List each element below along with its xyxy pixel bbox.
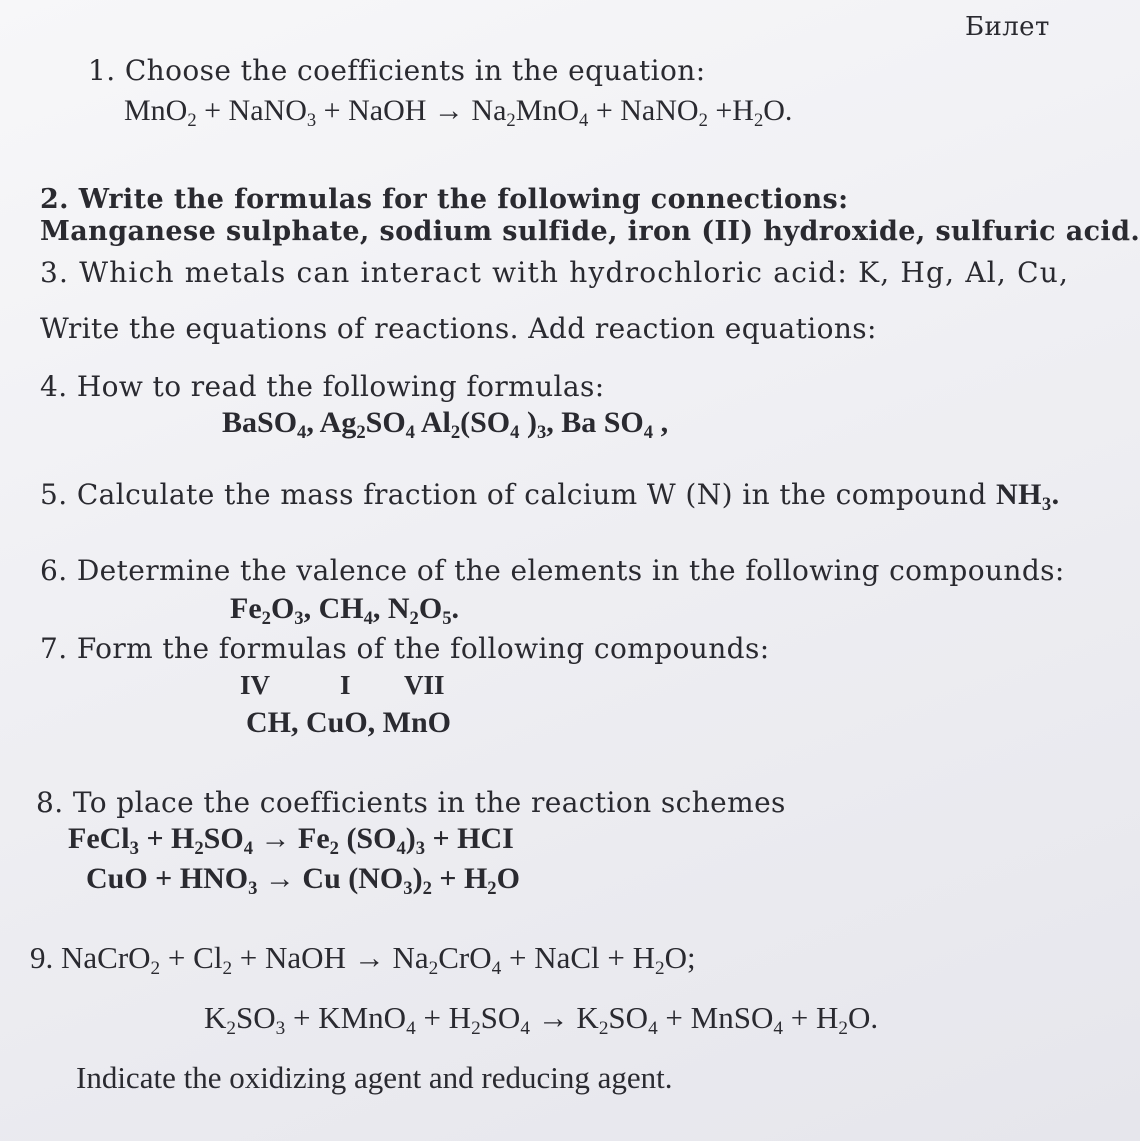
subscript: 2: [598, 1018, 609, 1040]
question-3-subtext: Write the equations of reactions. Add reaction equations:: [40, 312, 877, 345]
question-6-text: 6. Determine the valence of the elements in the following compounds:: [40, 554, 1065, 587]
subscript: 4: [243, 837, 253, 859]
question-2-text: Manganese sulphate, sodium sulfide, iron (II) hydroxide, sulfuric acid.: [40, 216, 1140, 247]
question-4-text: 4. How to read the following formulas:: [40, 370, 605, 403]
subscript: 4: [510, 421, 520, 443]
ticket-label: Билет: [965, 12, 1050, 42]
question-7-compounds: CH, CuO, MnO: [246, 706, 452, 739]
question-1-equation: MnO$_2$ + NaNO$_3$ + NaOH → $Na_2MnO_4$ + NaNO$_2$ $+H_2O$.: [124, 94, 793, 131]
question-7-text: 7. Form the formulas of the following compounds:: [40, 632, 770, 665]
subscript: 2: [698, 109, 708, 131]
subscript: 4: [520, 1018, 530, 1040]
subscript: 2: [506, 109, 516, 131]
subscript: 5: [442, 607, 452, 629]
subscript: 3: [275, 1018, 286, 1040]
subscript: 2: [222, 958, 233, 980]
subscript: 3: [536, 421, 547, 443]
subscript: 4: [363, 607, 373, 629]
subscript: 3: [306, 109, 317, 131]
subscript: 4: [405, 421, 415, 443]
question-2-title: 2. Write the formulas for the following connections:: [40, 184, 849, 215]
subscript: 4: [491, 958, 502, 980]
subscript: 4: [297, 421, 307, 443]
question-8-scheme-2: CuO + $HNO_3 \to Cu$ $(NO_3)_2 + H_2O$: [86, 862, 520, 899]
valence-mn: VII: [404, 670, 445, 700]
question-6-formulas: $Fe_2O_3$, $CH_4$, $N_2O_5$.: [230, 592, 459, 629]
subscript: 2: [471, 1018, 481, 1040]
question-4-formulas: BaSO$_4$, $Ag_2SO_4$ $Al_2(SO_4$ )$_3$, Ba $SO_4$ ,: [222, 406, 669, 443]
question-5-formula: $NH_3$.: [996, 478, 1060, 515]
subscript: 3: [1041, 493, 1052, 515]
question-5-prompt: 5. Calculate the mass fraction of calcium W (N) in the compound: [40, 478, 997, 511]
subscript: 2: [194, 837, 204, 859]
question-1-text: 1. Choose the coefficients in the equation:: [88, 54, 706, 87]
valence-c: IV: [240, 670, 271, 700]
question-8-scheme-1: FeCl$_3$ + $H_2SO_4 \to Fe_2$ $(SO_4)_3$ + HCI: [68, 822, 514, 859]
subscript: 4: [406, 1018, 416, 1040]
question-9-footer: Indicate the oxidizing agent and reducing agent.: [76, 1060, 673, 1095]
question-3-text: 3. Which metals can interact with hydrochloric acid: K, Hg, Al, Cu,: [40, 256, 1070, 289]
subscript: 2: [655, 958, 665, 980]
subscript: 3: [415, 837, 426, 859]
subscript: 3: [248, 877, 258, 899]
subscript: 3: [294, 607, 304, 629]
subscript: 2: [450, 421, 461, 443]
subscript: 2: [753, 109, 764, 131]
subscript: 2: [422, 877, 432, 899]
subscript: 4: [643, 421, 654, 443]
subscript: 4: [396, 837, 406, 859]
subscript: 2: [356, 421, 366, 443]
question-5-text: [40, 478, 1059, 516]
subscript: 2: [187, 109, 197, 131]
question-8-text: 8. To place the coefficients in the reaction schemes: [36, 786, 786, 819]
subscript: 4: [648, 1018, 658, 1040]
question-9-equation-1: 9. NaCrO$_2$ + $Cl_2$ + NaOH → $Na_2CrO_4$ + NaCl + $H_2O$;: [30, 940, 696, 980]
subscript: 4: [773, 1018, 783, 1040]
subscript: 2: [838, 1018, 848, 1040]
subscript: 2: [487, 877, 497, 899]
subscript: 4: [579, 109, 589, 131]
question-9-equation-2: $K_2SO_3$ + KMnO$_4$ + $H_2SO_4 \to K_2SO_4$ + MnSO$_4$ + $H_2O$.: [204, 1000, 879, 1040]
subscript: 2: [261, 607, 271, 629]
subscript: 2: [150, 958, 161, 980]
subscript: 2: [329, 837, 339, 859]
subscript: 2: [226, 1018, 236, 1040]
subscript: 2: [428, 958, 439, 980]
question-7-valences: [240, 670, 445, 701]
valence-cu: I: [340, 670, 351, 700]
subscript: 2: [409, 607, 419, 629]
subscript: 3: [403, 877, 413, 899]
subscript: 3: [129, 837, 139, 859]
